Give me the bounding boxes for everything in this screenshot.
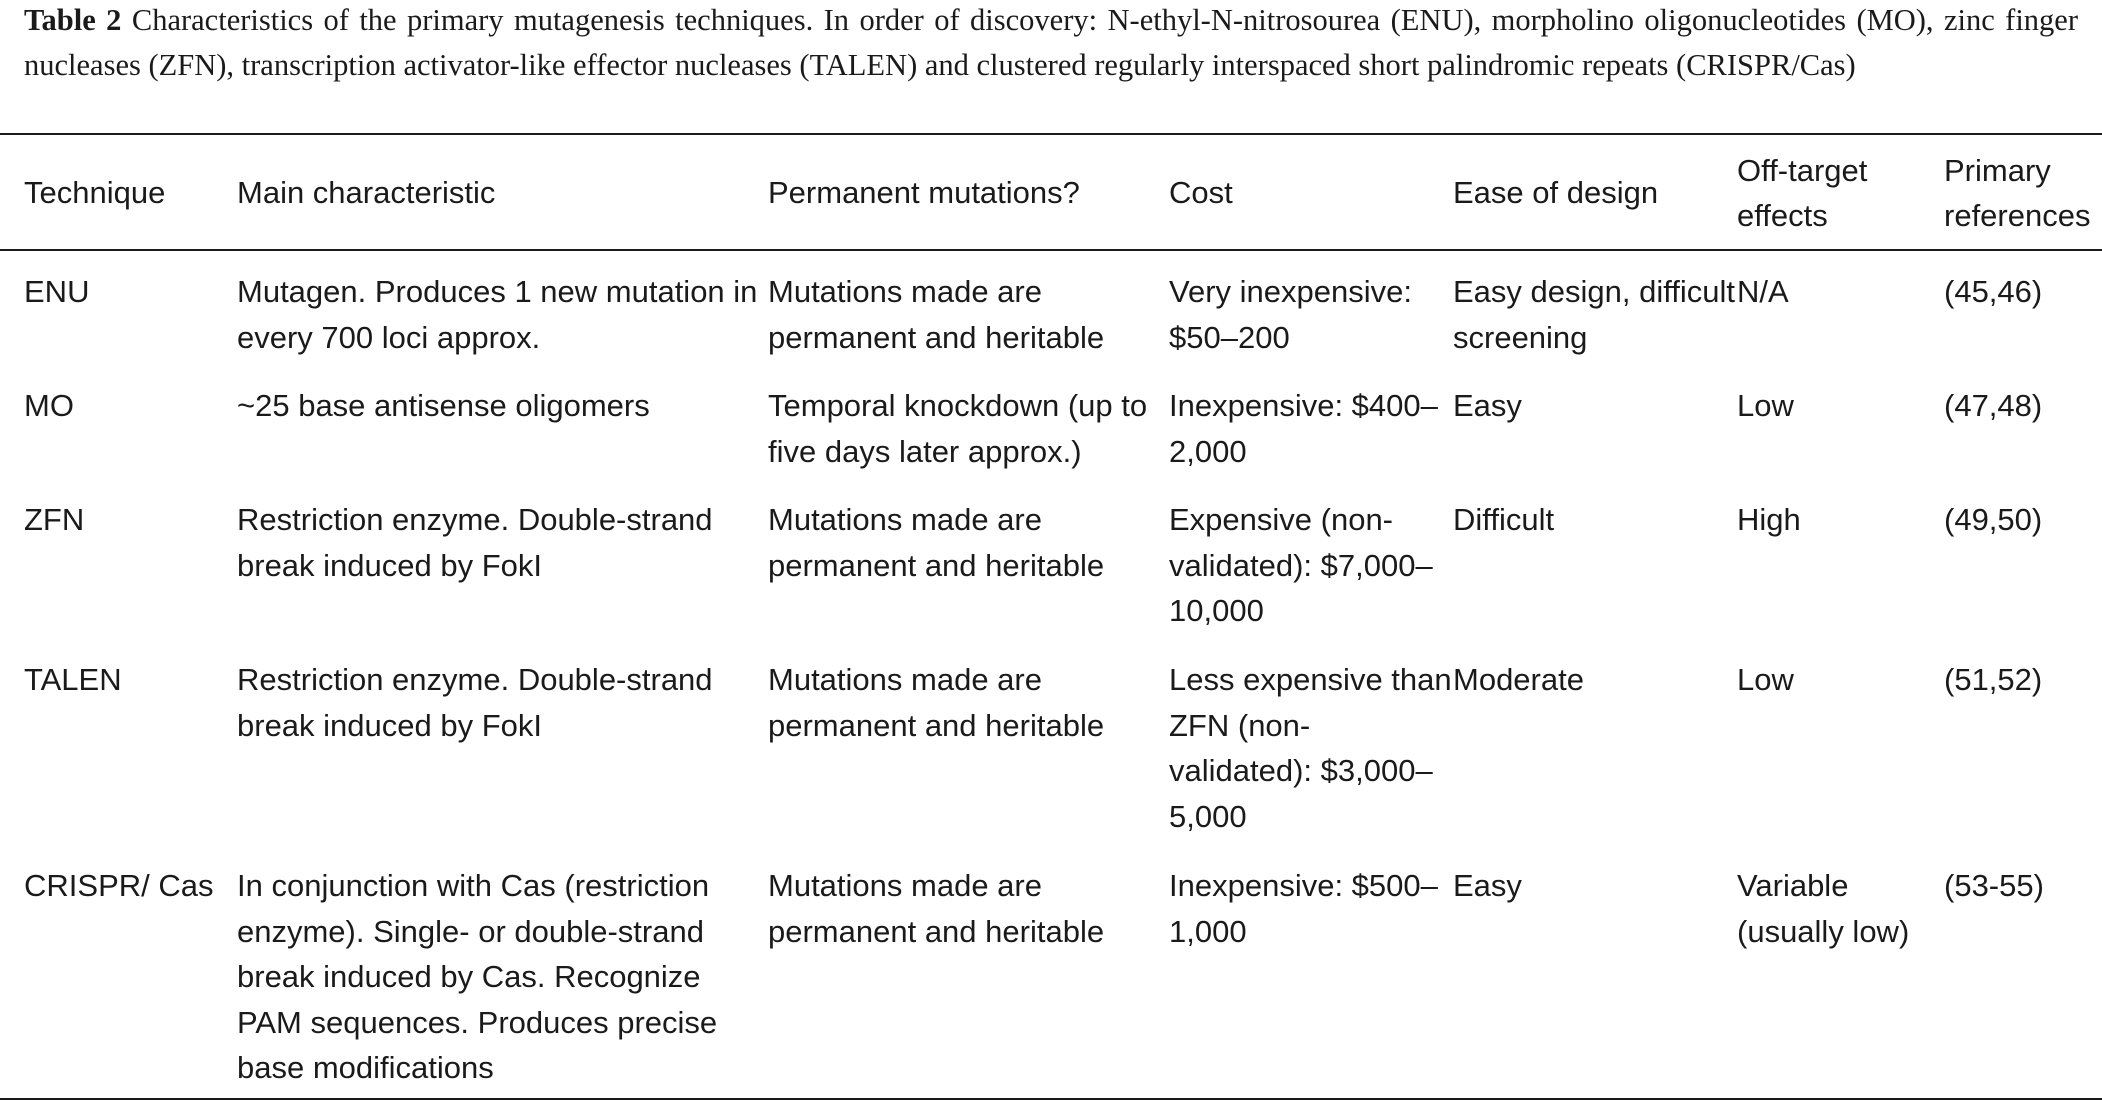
cell-permanent-mutations: Temporal knockdown (up to five days later approx.)	[768, 388, 1148, 469]
table-row	[0, 845, 2102, 1099]
cell-main-characteristic: In conjunction with Cas (restriction enzyme). Single- or double-strand break induced by Cas. Recognize PAM sequences. Produces precise base modifications	[237, 868, 718, 1085]
cell-technique: CRISPR/ Cas	[24, 868, 214, 903]
cell-primary-references: (47,48)	[1944, 388, 2043, 423]
table-caption-text: Characteristics of the primary mutagenesis techniques. In order of discovery: N-ethyl-N-nitrosourea (ENU), morpholino oligonucleotides (MO), zinc finger nucleases (ZFN), transcription activator-like effector nucleases (TALEN) and clustered regularly interspaced short palindromic repeats (CRISPR/Cas)	[24, 3, 2078, 82]
cell-ease-of-design: Easy	[1453, 388, 1522, 423]
cell-primary-references: (45,46)	[1944, 274, 2043, 309]
cell-permanent-mutations: Mutations made are permanent and heritable	[768, 662, 1105, 743]
cell-cost: Less expensive than ZFN (non-validated): $3,000–5,000	[1169, 662, 1452, 834]
cell-cost: Inexpensive: $400–2,000	[1169, 388, 1438, 469]
header-main-characteristic: Main characteristic	[237, 175, 496, 211]
header-technique: Technique	[24, 175, 166, 211]
cell-ease-of-design: Easy design, difficult screening	[1453, 274, 1736, 355]
mutagenesis-techniques-table	[0, 133, 2102, 1100]
cell-primary-references: (51,52)	[1944, 662, 2043, 697]
header-off-target-effects: Off-target effects	[1737, 152, 1868, 233]
table-container	[0, 133, 2102, 1100]
cell-technique: TALEN	[24, 662, 122, 697]
cell-permanent-mutations: Mutations made are permanent and heritable	[768, 274, 1105, 355]
cell-cost: Very inexpensive: $50–200	[1169, 274, 1412, 355]
cell-cost: Inexpensive: $500–1,000	[1169, 868, 1438, 949]
cell-primary-references: (49,50)	[1944, 502, 2043, 537]
cell-main-characteristic: ~25 base antisense oligomers	[237, 388, 650, 423]
header-ease-of-design: Ease of design	[1453, 175, 1659, 211]
table-header-row	[0, 134, 2102, 250]
table-row	[0, 639, 2102, 845]
cell-technique: ENU	[24, 274, 90, 309]
cell-cost: Expensive (non-validated): $7,000–10,000	[1169, 502, 1433, 628]
cell-off-target-effects: Variable (usually low)	[1737, 868, 1910, 949]
cell-main-characteristic: Restriction enzyme. Double-strand break induced by FokI	[237, 502, 713, 583]
cell-off-target-effects: Low	[1737, 388, 1794, 423]
header-permanent-mutations: Permanent mutations?	[768, 175, 1080, 211]
header-primary-references: Primary references	[1944, 152, 2091, 233]
cell-permanent-mutations: Mutations made are permanent and heritable	[768, 502, 1105, 583]
cell-technique: ZFN	[24, 502, 85, 537]
cell-main-characteristic: Mutagen. Produces 1 new mutation in every 700 loci approx.	[237, 274, 758, 355]
cell-ease-of-design: Difficult	[1453, 502, 1555, 537]
cell-primary-references: (53-55)	[1944, 868, 2044, 903]
cell-off-target-effects: High	[1737, 502, 1801, 537]
header-cost: Cost	[1169, 175, 1233, 211]
cell-ease-of-design: Easy	[1453, 868, 1522, 903]
cell-off-target-effects: N/A	[1737, 274, 1789, 309]
table-caption	[24, 0, 2078, 88]
cell-technique: MO	[24, 388, 74, 423]
table-row	[0, 365, 2102, 479]
cell-main-characteristic: Restriction enzyme. Double-strand break induced by FokI	[237, 662, 713, 743]
table-caption-label: Table 2	[24, 3, 122, 37]
cell-permanent-mutations: Mutations made are permanent and heritable	[768, 868, 1105, 949]
cell-off-target-effects: Low	[1737, 662, 1794, 697]
cell-ease-of-design: Moderate	[1453, 662, 1584, 697]
table-row	[0, 250, 2102, 365]
table-row	[0, 479, 2102, 639]
